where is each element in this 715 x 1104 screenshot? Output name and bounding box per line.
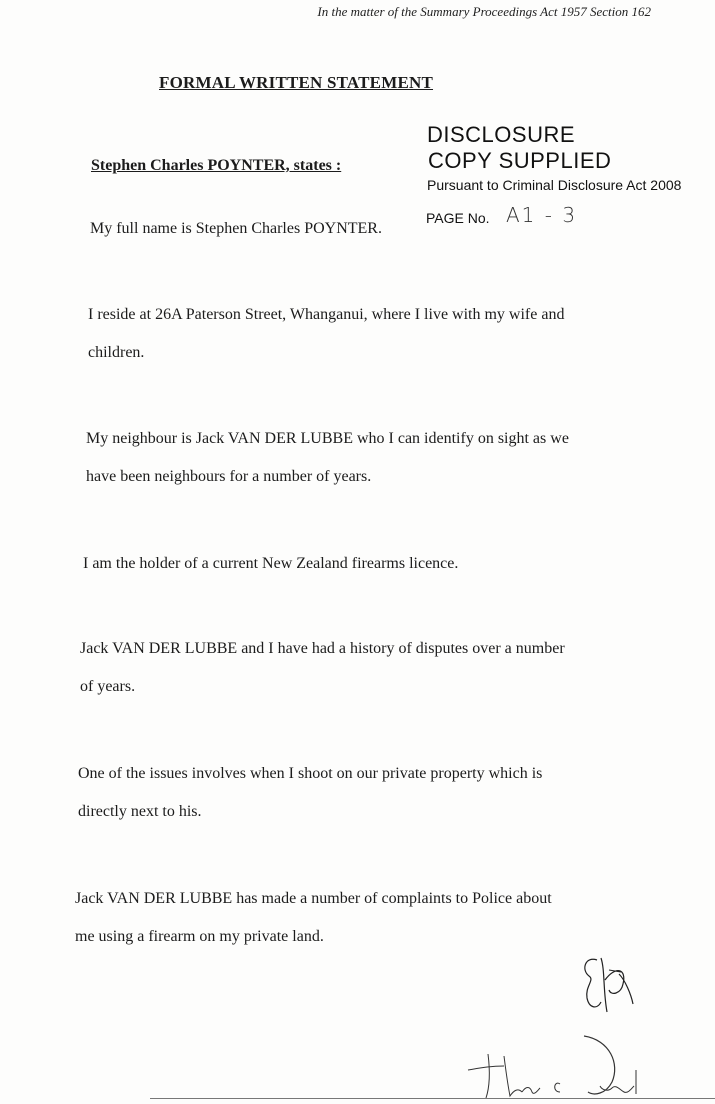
statement-paragraph bbox=[88, 296, 648, 372]
statement-paragraph bbox=[78, 755, 648, 831]
paragraph-line: I reside at 26A Paterson Street, Whanganui, where I live with my wife and bbox=[88, 306, 565, 323]
stamp-page-label: PAGE No. bbox=[426, 210, 490, 226]
handwritten-signature-icon bbox=[460, 1030, 660, 1102]
statement-paragraph bbox=[86, 420, 646, 496]
statement-paragraph bbox=[75, 880, 645, 956]
declarant-heading: Stephen Charles POYNTER, states : bbox=[91, 157, 342, 174]
paragraph-line: children. bbox=[88, 344, 145, 361]
statement-paragraph bbox=[90, 210, 382, 248]
stamp-copy-supplied-text: COPY SUPPLIED bbox=[428, 148, 612, 173]
paragraph-line: Jack VAN DER LUBBE and I have had a history of disputes over a number bbox=[80, 640, 565, 657]
paragraph-line: Jack VAN DER LUBBE has made a number of complaints to Police about bbox=[75, 890, 552, 907]
paragraph-line: One of the issues involves when I shoot on our private property which is bbox=[78, 765, 543, 782]
statement-paragraph bbox=[80, 630, 650, 706]
paragraph-line: I am the holder of a current New Zealand firearms licence. bbox=[83, 555, 459, 572]
bottom-rule bbox=[150, 1098, 715, 1099]
stamp-disclosure-text: DISCLOSURE bbox=[427, 122, 576, 147]
disclosure-stamp bbox=[427, 122, 681, 195]
statement-paragraph bbox=[83, 545, 643, 583]
document-title: FORMAL WRITTEN STATEMENT bbox=[159, 73, 434, 92]
paragraph-line: My neighbour is Jack VAN DER LUBBE who I can identify on sight as we bbox=[86, 430, 569, 447]
stamp-page-value: A1 - 3 bbox=[506, 203, 578, 227]
paragraph-line: of years. bbox=[80, 678, 136, 695]
header-note: In the matter of the Summary Proceedings Act 1957 Section 162 bbox=[317, 4, 651, 19]
paragraph-line: My full name is Stephen Charles POYNTER. bbox=[90, 220, 382, 237]
paragraph-line: have been neighbours for a number of years. bbox=[86, 468, 372, 485]
stamp-act-text: Pursuant to Criminal Disclosure Act 2008 bbox=[427, 177, 682, 193]
paragraph-line: directly next to his. bbox=[78, 803, 202, 820]
paragraph-line: me using a firearm on my private land. bbox=[75, 928, 324, 945]
handwritten-initials-icon bbox=[575, 950, 645, 1020]
